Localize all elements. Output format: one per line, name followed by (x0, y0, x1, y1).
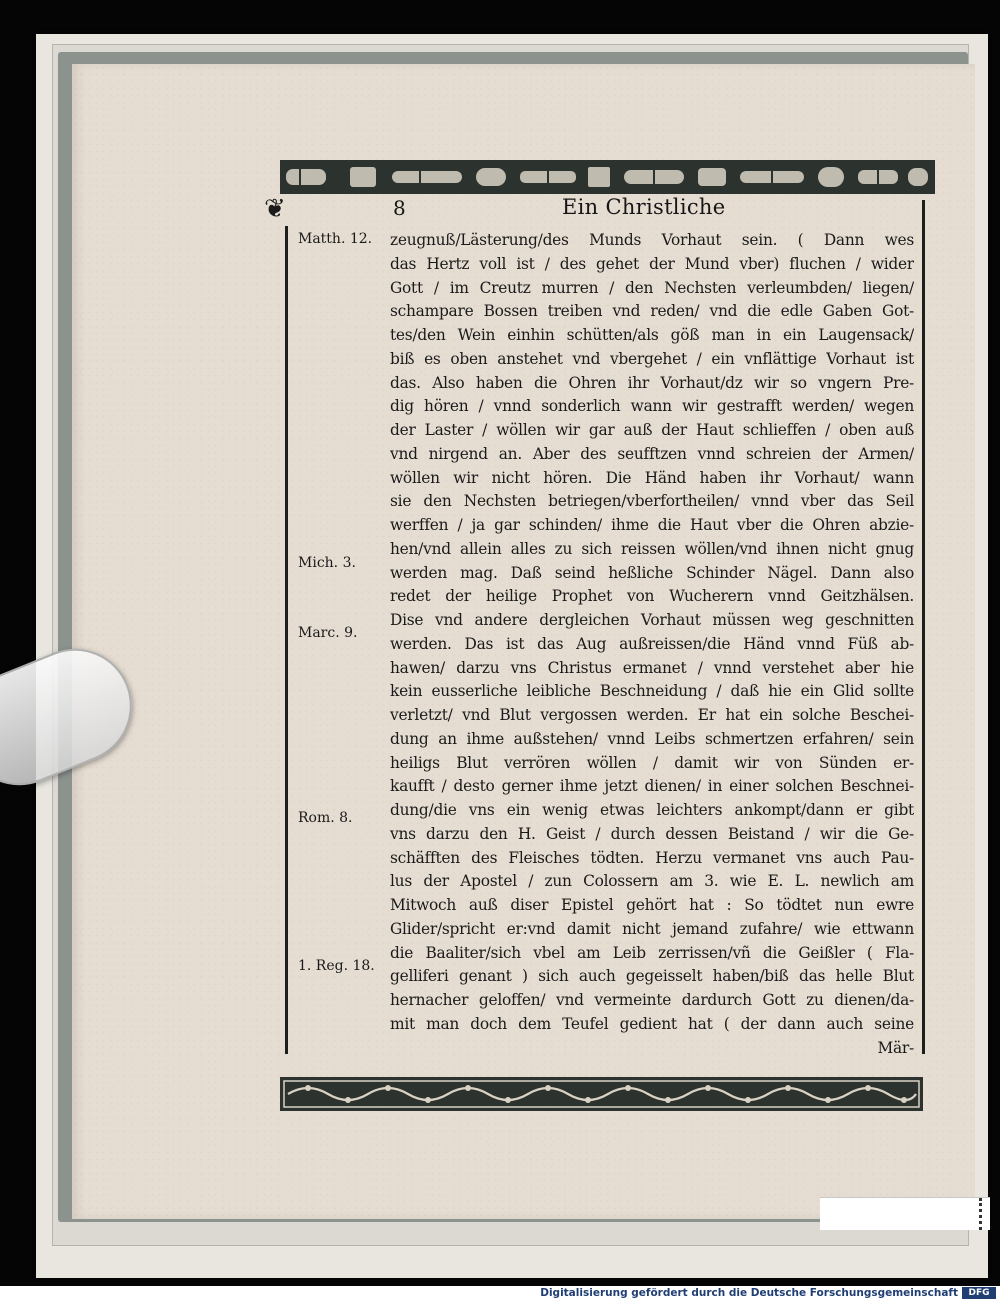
text-line: dig hören / vnnd sonderlich wann wir gestrafft werden/ wegen (390, 397, 914, 416)
margin-note: Rom. 8. (298, 810, 353, 826)
text-line: Mitwoch auß diser Epistel gehört hat : So tödtet nun ewre (390, 896, 914, 914)
text-line: Glider/spricht er:vnd damit nicht jemand zufahre/ wie ettwann (390, 919, 914, 938)
edge-perforation (979, 1198, 986, 1230)
running-head: Ein Christliche (562, 195, 726, 219)
text-line: dung/die vns ein wenig etwas leichters ankompt/dann er gibt (390, 801, 914, 819)
text-line: biß es oben anstehet vnd vbergehet / ein vnflättige Vorhaut ist (390, 349, 914, 368)
catchword: Mär- (877, 1038, 914, 1057)
text-line: schäfften des Fleisches tödten. Herzu vermanet vns auch Pau- (390, 848, 914, 867)
text-line: sie den Nechsten betriegen/vberfortheilen/ vnnd vber das Seil (390, 492, 914, 511)
text-line: dung an ihme außstehen/ vnnd Leibs schmertzen erfahren/ sein (390, 729, 914, 748)
text-line: Dise vnd andere dergleichen Vorhaut müssen weg geschnitten (390, 611, 914, 629)
dfg-logo-icon: DFG (962, 1287, 996, 1299)
header-ornament-band (280, 160, 935, 194)
text-line: lus der Apostel / zun Colossern am 3. wie E. L. newlich am (390, 872, 914, 891)
body-text-column (390, 229, 914, 1060)
text-line: tes/den Wein einhin schütten/als göß man in ein Laugensack/ (390, 326, 914, 344)
text-line: kaufft / desto gerner ihme jetzt dienen/ in einer solchen Beschnei- (390, 777, 914, 796)
text-line: werden mag. Daß seind heßliche Schinder Nägel. Dann also (390, 563, 914, 582)
margin-note: 1. Reg. 18. (298, 958, 375, 974)
text-line: hawen/ darzu vns Christus ermanet / vnnd verstehet aber hie (390, 658, 914, 677)
text-line: zeugnuß/Lästerung/des Munds Vorhaut sein. ( Dann wes (390, 231, 914, 249)
footer-ornament-band (280, 1077, 923, 1111)
page-number: 8 (393, 196, 406, 220)
column-rule-right (922, 200, 925, 1054)
margin-note: Matth. 12. (298, 231, 373, 247)
text-line: vnd nirgend an. Aber des seufftzen vnnd schreien der Armen/ (390, 444, 914, 463)
text-line: kein eusserliche leibliche Beschneidung / daß hie ein Glid sollte (390, 682, 914, 701)
text-line: Gott / im Creutz murren / den Nechsten verleumbden/ liegen/ (390, 278, 914, 297)
text-line: vns darzu den H. Geist / durch dessen Beistand / wir die Ge- (390, 824, 914, 843)
text-line: mit man doch dem Teufel gedient hat ( der dann auch seine (390, 1014, 914, 1033)
page-edge-strip (820, 1197, 990, 1230)
column-rule-left (285, 226, 288, 1054)
text-line: verletzt/ vnd Blut vergossen werden. Er hat ein solche Beschei- (390, 706, 914, 724)
text-line: schampare Bossen treiben vnd reden/ vnd die edle Gaben Got- (390, 302, 914, 321)
text-line: redet der heilige Prophet von Wucherern vnnd Geitzhälsen. (390, 587, 914, 606)
text-line: das. Also haben die Ohren ihr Vorhaut/dz wir so vngern Pre- (390, 373, 914, 392)
text-line: heiligs Blut verrören wöllen / damit wir von Sünden er- (390, 753, 914, 772)
text-line: werffen / ja gar schinden/ ihme die Haut vber die Ohren abzie- (390, 516, 914, 534)
text-line: der Laster / wöllen wir gar auß der Haut schlieffen / oben auß (390, 421, 914, 439)
margin-note: Mich. 3. (298, 555, 356, 571)
text-line: gelliferi genant ) sich auch gegeisselt haben/biß das helle Blut (390, 967, 914, 986)
text-line: das Hertz voll ist / des gehet der Mund vber) fluchen / wider (390, 254, 914, 273)
text-line: die Baaliter/sich vbel am Leib zerrissen/vñ die Geißler ( Fla- (390, 943, 914, 962)
margin-note: Marc. 9. (298, 625, 358, 641)
funding-credit: Digitalisierung gefördert durch die Deutsche Forschungsgemeinschaft (540, 1287, 958, 1299)
text-line: werden. Das ist das Aug außreissen/die Händ vnnd Füß ab- (390, 634, 914, 653)
text-line: hernacher geloffen/ vnd vermeinte dardurch Gott zu dienen/da- (390, 991, 914, 1009)
text-line: wöllen wir nicht hören. Die Händ haben ihr Vorhaut/ wann (390, 468, 914, 487)
text-line: hen/vnd allein alles zu sich reissen wöllen/vnd ihnen nicht gnug (390, 539, 914, 558)
fleuron-ornament-icon: ❦ (264, 194, 286, 224)
